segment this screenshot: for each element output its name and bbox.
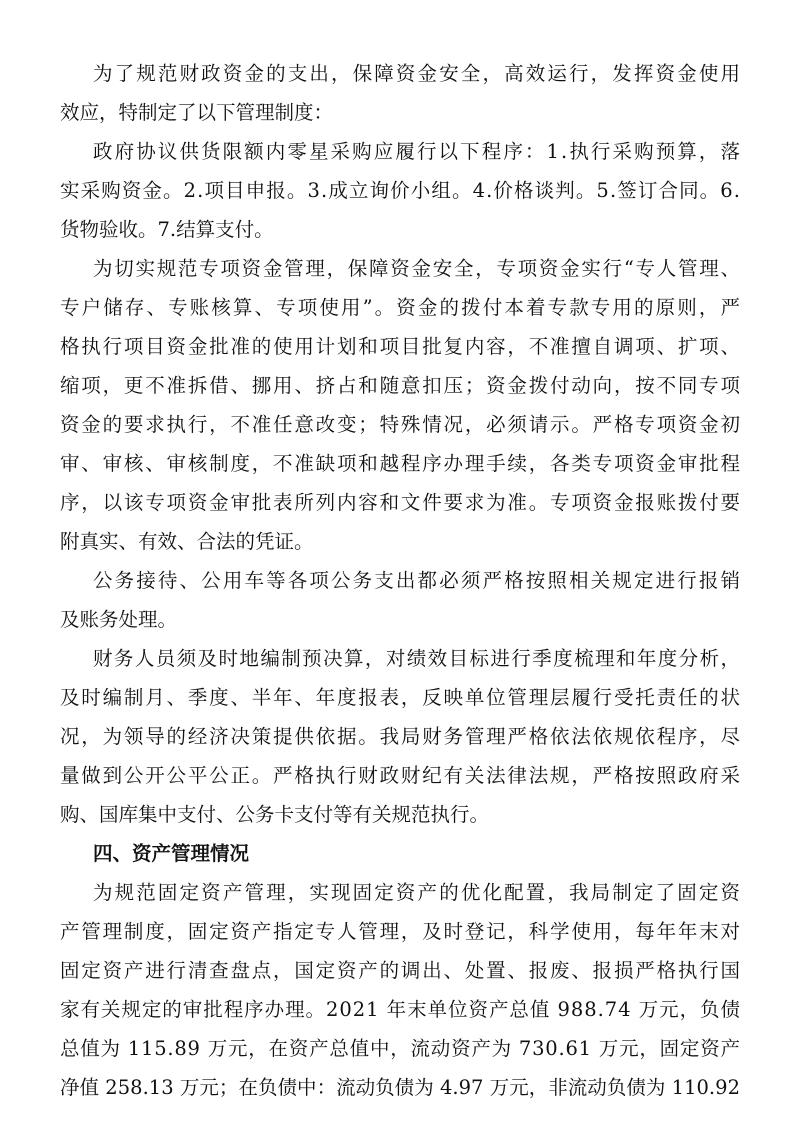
paragraph-line (0, 719, 793, 755)
line-text: 固定资产进行清查盘点，国定资产的调出、处置、报废、报损严格执行国 (60, 959, 742, 982)
paragraph-line (0, 446, 793, 482)
paragraph-line (0, 134, 793, 170)
line-text: 缩项，更不准拆借、挪用、挤占和随意扣压；资金拨付动向，按不同专项 (60, 374, 742, 397)
paragraph-line (0, 56, 793, 92)
paragraph-line (0, 680, 793, 716)
line-text: 审、审核、审核制度，不准缺项和越程序办理手续，各类专项资金审批程 (60, 452, 742, 475)
paragraph-line (0, 992, 793, 1028)
paragraph-line (0, 485, 793, 521)
paragraph-line (0, 953, 793, 989)
line-text: 况，为领导的经济决策提供依据。我局财务管理严格依法依规依程序，尽 (60, 725, 742, 748)
line-text: 为规范固定资产管理，实现固定资产的优化配置，我局制定了固定资 (93, 881, 743, 904)
line-text: 专户储存、专账核算、专项使用”。资金的拨付本着专款专用的原则，严 (60, 296, 743, 319)
paragraph-line (0, 329, 793, 365)
line-text: 净值 258.13 万元；在负债中：流动负债为 4.97 万元，非流动负债为 110.92 (60, 1076, 741, 1099)
line-text: 政府协议供货限额内零星采购应履行以下程序：1.执行采购预算，落 (93, 140, 743, 163)
paragraph-line (0, 368, 793, 404)
paragraph-line (0, 641, 793, 677)
section-heading-text: 四、资产管理情况 (93, 842, 250, 865)
line-text: 及时编制月、季度、半年、年度报表，反映单位管理层履行受托责任的状 (60, 686, 742, 709)
line-text: 为切实规范专项资金管理，保障资金安全，专项资金实行“专人管理、 (93, 257, 742, 280)
paragraph-line (0, 914, 793, 950)
paragraph-line (0, 1070, 793, 1106)
paragraph-line (0, 1031, 793, 1067)
line-text: 家有关规定的审批程序办理。2021 年末单位资产总值 988.74 万元，负债 (60, 998, 741, 1021)
paragraph-line (0, 407, 793, 443)
paragraph-line (0, 95, 793, 131)
line-text: 量做到公开公平公正。严格执行财政财纪有关法律法规，严格按照政府采 (60, 764, 742, 787)
line-text: 附真实、有效、合法的凭证。 (60, 530, 314, 553)
paragraph-line (0, 173, 793, 209)
paragraph-line (0, 797, 793, 833)
paragraph-line (0, 212, 793, 248)
paragraph-line (0, 524, 793, 560)
line-text: 格执行项目资金批准的使用计划和项目批复内容，不准擅自调项、扩项、 (60, 335, 742, 358)
paragraph-line (0, 251, 793, 287)
line-text: 实采购资金。2.项目申报。3.成立询价小组。4.价格谈判。5.签订合同。6. (60, 179, 742, 202)
section-heading (0, 836, 793, 872)
paragraph-line (0, 563, 793, 599)
line-text: 产管理制度，固定资产指定专人管理，及时登记，科学使用，每年年末对 (60, 920, 742, 943)
paragraph-line (0, 602, 793, 638)
paragraph-line (0, 875, 793, 911)
line-text: 财务人员须及时地编制预决算，对绩效目标进行季度梳理和年度分析， (93, 647, 742, 670)
paragraph-line (0, 290, 793, 326)
line-text: 为了规范财政资金的支出，保障资金安全，高效运行，发挥资金使用 (93, 62, 743, 85)
line-text: 资金的要求执行，不准任意改变；特殊情况，必须请示。严格专项资金初 (60, 413, 742, 436)
line-text: 效应，特制定了以下管理制度： (60, 101, 334, 124)
line-text: 公务接待、公用车等各项公务支出都必须严格按照相关规定进行报销 (93, 569, 743, 592)
line-text: 购、国库集中支付、公务卡支付等有关规范执行。 (60, 803, 490, 826)
line-text: 及账务处理。 (60, 608, 178, 631)
line-text: 总值为 115.89 万元，在资产总值中，流动资产为 730.61 万元，固定资产 (60, 1037, 741, 1060)
line-text: 序，以该专项资金审批表所列内容和文件要求为准。专项资金报账拨付要 (60, 491, 742, 514)
paragraph-line (0, 758, 793, 794)
line-text: 货物验收。7.结算支付。 (60, 218, 274, 241)
